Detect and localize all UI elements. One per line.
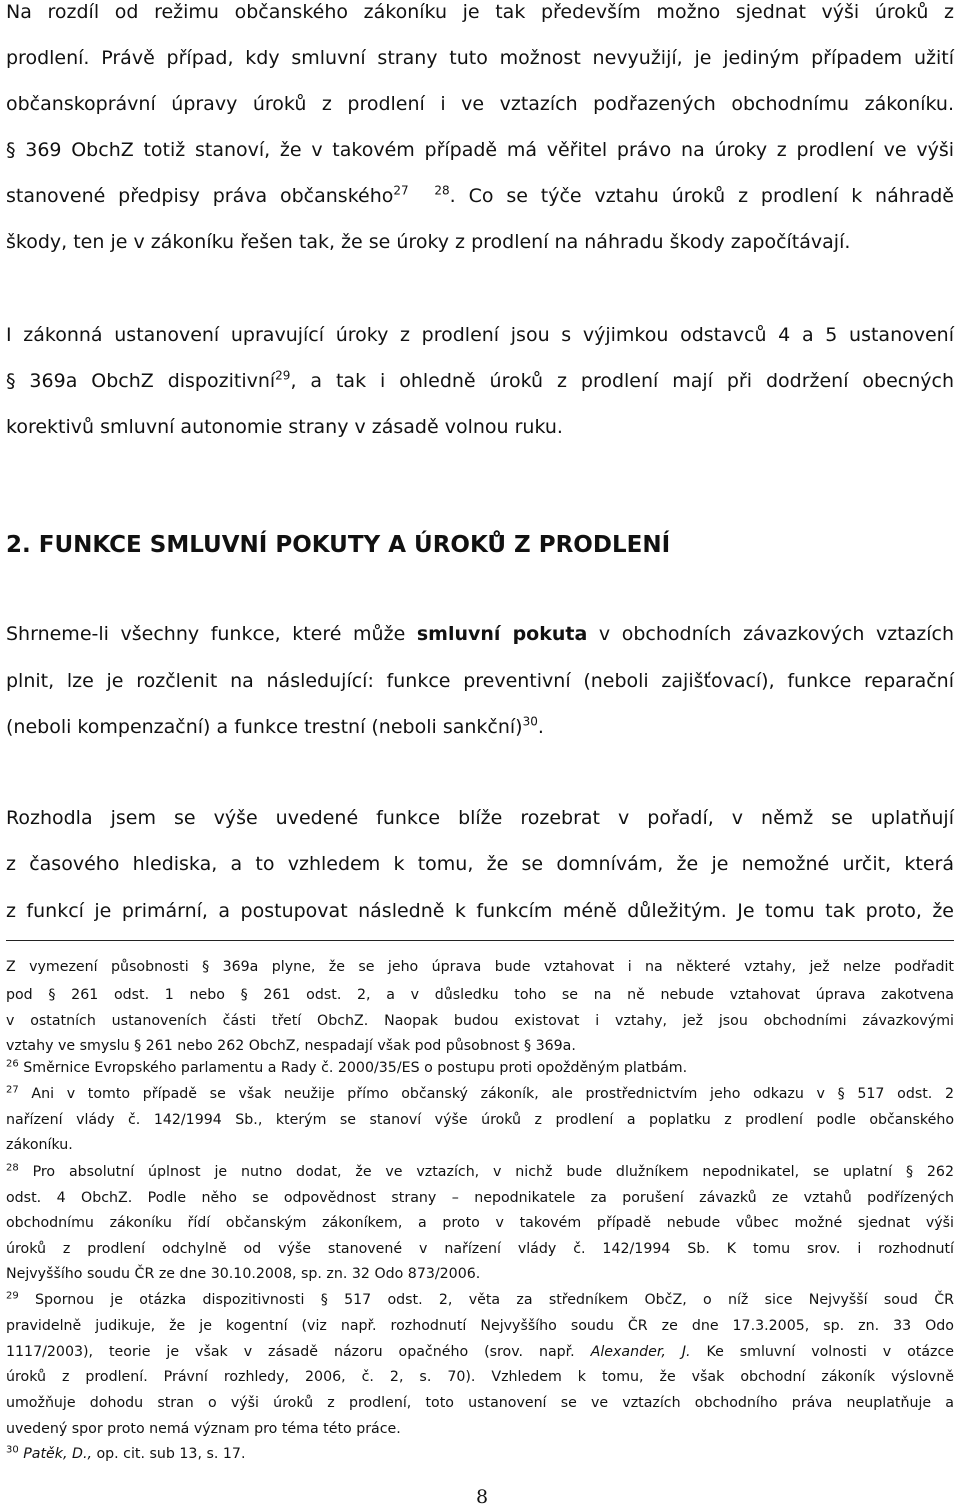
- footnote-27-line-3: zákoníku.: [6, 1137, 73, 1153]
- footnote-29-text: Spornou je otázka dispozitivnosti § 517 odst. 2, věta za středníkem ObčZ, o níž sice Nejvyšší soud ČR: [18, 1292, 954, 1308]
- footnote-28-line-4: úroků z prodlení odchylně od výše stanovené v nařízení vlády č. 142/1994 Sb. K tomu srov. i rozhodnutí: [6, 1241, 954, 1257]
- footnote-29-line-6: uvedený spor proto nemá význam pro téma této práce.: [6, 1421, 401, 1437]
- footnote-28-line-5: Nejvyššího soudu ČR ze dne 30.10.2008, sp. zn. 32 Odo 873/2006.: [6, 1266, 481, 1282]
- footnote-26: [6, 1058, 954, 1078]
- paragraph-1-line-5: [6, 184, 954, 208]
- paragraph-1-line-4: § 369 ObchZ totiž stanoví, že v takovém případě má věřitel právo na úroky z prodlení ve výši: [6, 139, 954, 161]
- footnote-28-line-3: obchodnímu zákoníku řídí občanským zákoníkem, a proto v takovém případě nebude vůbec možné sjednat výši: [6, 1215, 954, 1231]
- page-number: 8: [476, 1486, 489, 1508]
- footnote-ref-30[interactable]: 30: [522, 714, 538, 729]
- footnote-29-line-3: [6, 1342, 954, 1362]
- footnote-cont-line-1: Z vymezení působnosti § 369a plyne, že se jeho úprava bude vztahovat i na některé vztahy, jež nelze podřadit: [6, 959, 954, 975]
- footnote-29-line-5: umožňuje dohodu stran o výši úroků z prodlení, toto ustanovení se ve vztazích obchodního práva neuplatňuje a: [6, 1395, 954, 1411]
- footnote-30-author: Patěk, D.,: [18, 1446, 92, 1462]
- footnote-29-line-3a: 1117/2003), teorie je však v zásadě názoru opačného (srov. např.: [6, 1344, 591, 1360]
- footnote-ref-27[interactable]: 27: [393, 183, 409, 198]
- section-heading: 2. FUNKCE SMLUVNÍ POKUTY A ÚROKŮ Z PRODLENÍ: [6, 532, 671, 558]
- footnote-cont-line-4: vztahy ve smyslu § 261 nebo 262 ObchZ, nespadají však pod působnost § 369a.: [6, 1038, 576, 1054]
- footnote-28-text: Pro absolutní úplnost je nutno dodat, že ve vztazích, v nichž bude dlužníkem nepodnikatel, se uplatní § 262: [18, 1164, 954, 1180]
- paragraph-1-line-3: občanskoprávní úpravy úroků z prodlení i ve vztazích podřazených obchodnímu zákoníku.: [6, 93, 954, 115]
- footnote-29-line-1: [6, 1290, 954, 1310]
- footnote-27-number: 27: [6, 1084, 19, 1096]
- paragraph-3-bold-term: smluvní pokuta: [416, 623, 588, 645]
- footnote-29-author: Alexander, J.: [590, 1344, 691, 1360]
- paragraph-1-line-1: Na rozdíl od režimu občanského zákoníku je tak především možno sjednat výši úroků z: [6, 1, 954, 23]
- paragraph-2-line-2a: § 369a ObchZ dispozitivní: [6, 370, 276, 392]
- paragraph-1-line-6: škody, ten je v zákoníku řešen tak, že se úroky z prodlení na náhradu škody započítávají.: [6, 231, 851, 253]
- footnote-27-text: Ani v tomto případě se však neužije přímo občanský zákoník, ale prostřednictvím jeho odkazu v § 517 odst. 2: [18, 1086, 954, 1102]
- paragraph-3-line-3a: (neboli kompenzační) a funkce trestní (neboli sankční): [6, 716, 523, 738]
- paragraph-2-line-2: [6, 369, 954, 393]
- paragraph-4-line-3: z funkcí je primární, a postupovat následně k funkcím méně důležitým. Je tomu tak proto, že: [6, 900, 954, 922]
- footnote-28-line-1: [6, 1162, 954, 1182]
- footnote-cont-line-3: v ostatních ustanoveních části třetí ObchZ. Naopak budou existovat i vztahy, jež jsou obchodními závazkovými: [6, 1013, 954, 1029]
- footnote-26-number: 26: [6, 1058, 19, 1070]
- paragraph-3-line-1a: Shrneme-li všechny funkce, které může: [6, 623, 417, 645]
- paragraph-3-line-1: [6, 622, 954, 646]
- paragraph-3-line-3b: .: [537, 716, 544, 738]
- footnote-27-line-1: [6, 1084, 954, 1104]
- footnote-27-line-2: nařízení vlády č. 142/1994 Sb., kterým se stanoví výše úroků z prodlení a poplatku z prodlení podle občanského: [6, 1112, 954, 1128]
- footnote-30: [6, 1444, 954, 1464]
- footnote-ref-28[interactable]: 28: [434, 183, 450, 198]
- footnote-29-line-4: úroků z prodlení. Právní rozhledy, 2006, č. 2, s. 70). Vzhledem k tomu, že však obchodní zákoník výslovně: [6, 1369, 954, 1385]
- footnote-cont-line-2: pod § 261 odst. 1 nebo § 261 odst. 2, a v důsledku toho se na ně nebude vztahovat úprava zakotvena: [6, 987, 954, 1003]
- paragraph-1-line-5b: . Co se týče vztahu úroků z prodlení k náhradě: [449, 185, 954, 207]
- paragraph-1-line-5a: stanovené předpisy práva občanského: [6, 185, 394, 207]
- footnote-29-line-2: pravidelně judikuje, že je kogentní (viz např. rozhodnutí Nejvyššího soudu ČR ze dne 17.3.2005, sp. zn. 33 Odo: [6, 1318, 954, 1334]
- footnote-ref-29[interactable]: 29: [275, 368, 291, 383]
- footnote-28-number: 28: [6, 1162, 19, 1174]
- paragraph-3-line-1b: v obchodních závazkových vztazích: [587, 623, 954, 645]
- paragraph-2-line-2b: , a tak i ohledně úroků z prodlení mají při dodržení obecných: [290, 370, 955, 392]
- footnote-28-line-2: odst. 4 ObchZ. Podle něho se odpovědnost strany – nepodnikatele za porušení závazků ze vztahů podřízených: [6, 1190, 954, 1206]
- footnote-30-text: op. cit. sub 13, s. 17.: [91, 1446, 246, 1462]
- footnote-26-text: Směrnice Evropského parlamentu a Rady č. 2000/35/ES o postupu proti opožděným platbám.: [18, 1060, 688, 1076]
- paragraph-2-line-3: korektivů smluvní autonomie strany v zásadě volnou ruku.: [6, 416, 563, 438]
- paragraph-3-line-2: plnit, lze je rozčlenit na následující: funkce preventivní (neboli zajišťovací), funkce reparační: [6, 670, 954, 692]
- paragraph-4-line-1: Rozhodla jsem se výše uvedené funkce blíže rozebrat v pořadí, v němž se uplatňují: [6, 807, 954, 829]
- paragraph-2-line-1: I zákonná ustanovení upravující úroky z prodlení jsou s výjimkou odstavců 4 a 5 ustanovení: [6, 324, 954, 346]
- paragraph-4-line-2: z časového hlediska, a to vzhledem k tomu, že se domnívám, že je nemožné určit, která: [6, 853, 954, 875]
- footnote-29-number: 29: [6, 1290, 19, 1302]
- footnote-separator: [6, 940, 954, 941]
- paragraph-3-line-3: [6, 715, 954, 739]
- paragraph-1-line-2: prodlení. Právě případ, kdy smluvní strany tuto možnost nevyužijí, je jediným případem užití: [6, 47, 954, 69]
- footnote-30-number: 30: [6, 1444, 19, 1456]
- footnote-29-line-3b: Ke smluvní volnosti v otázce: [690, 1344, 955, 1360]
